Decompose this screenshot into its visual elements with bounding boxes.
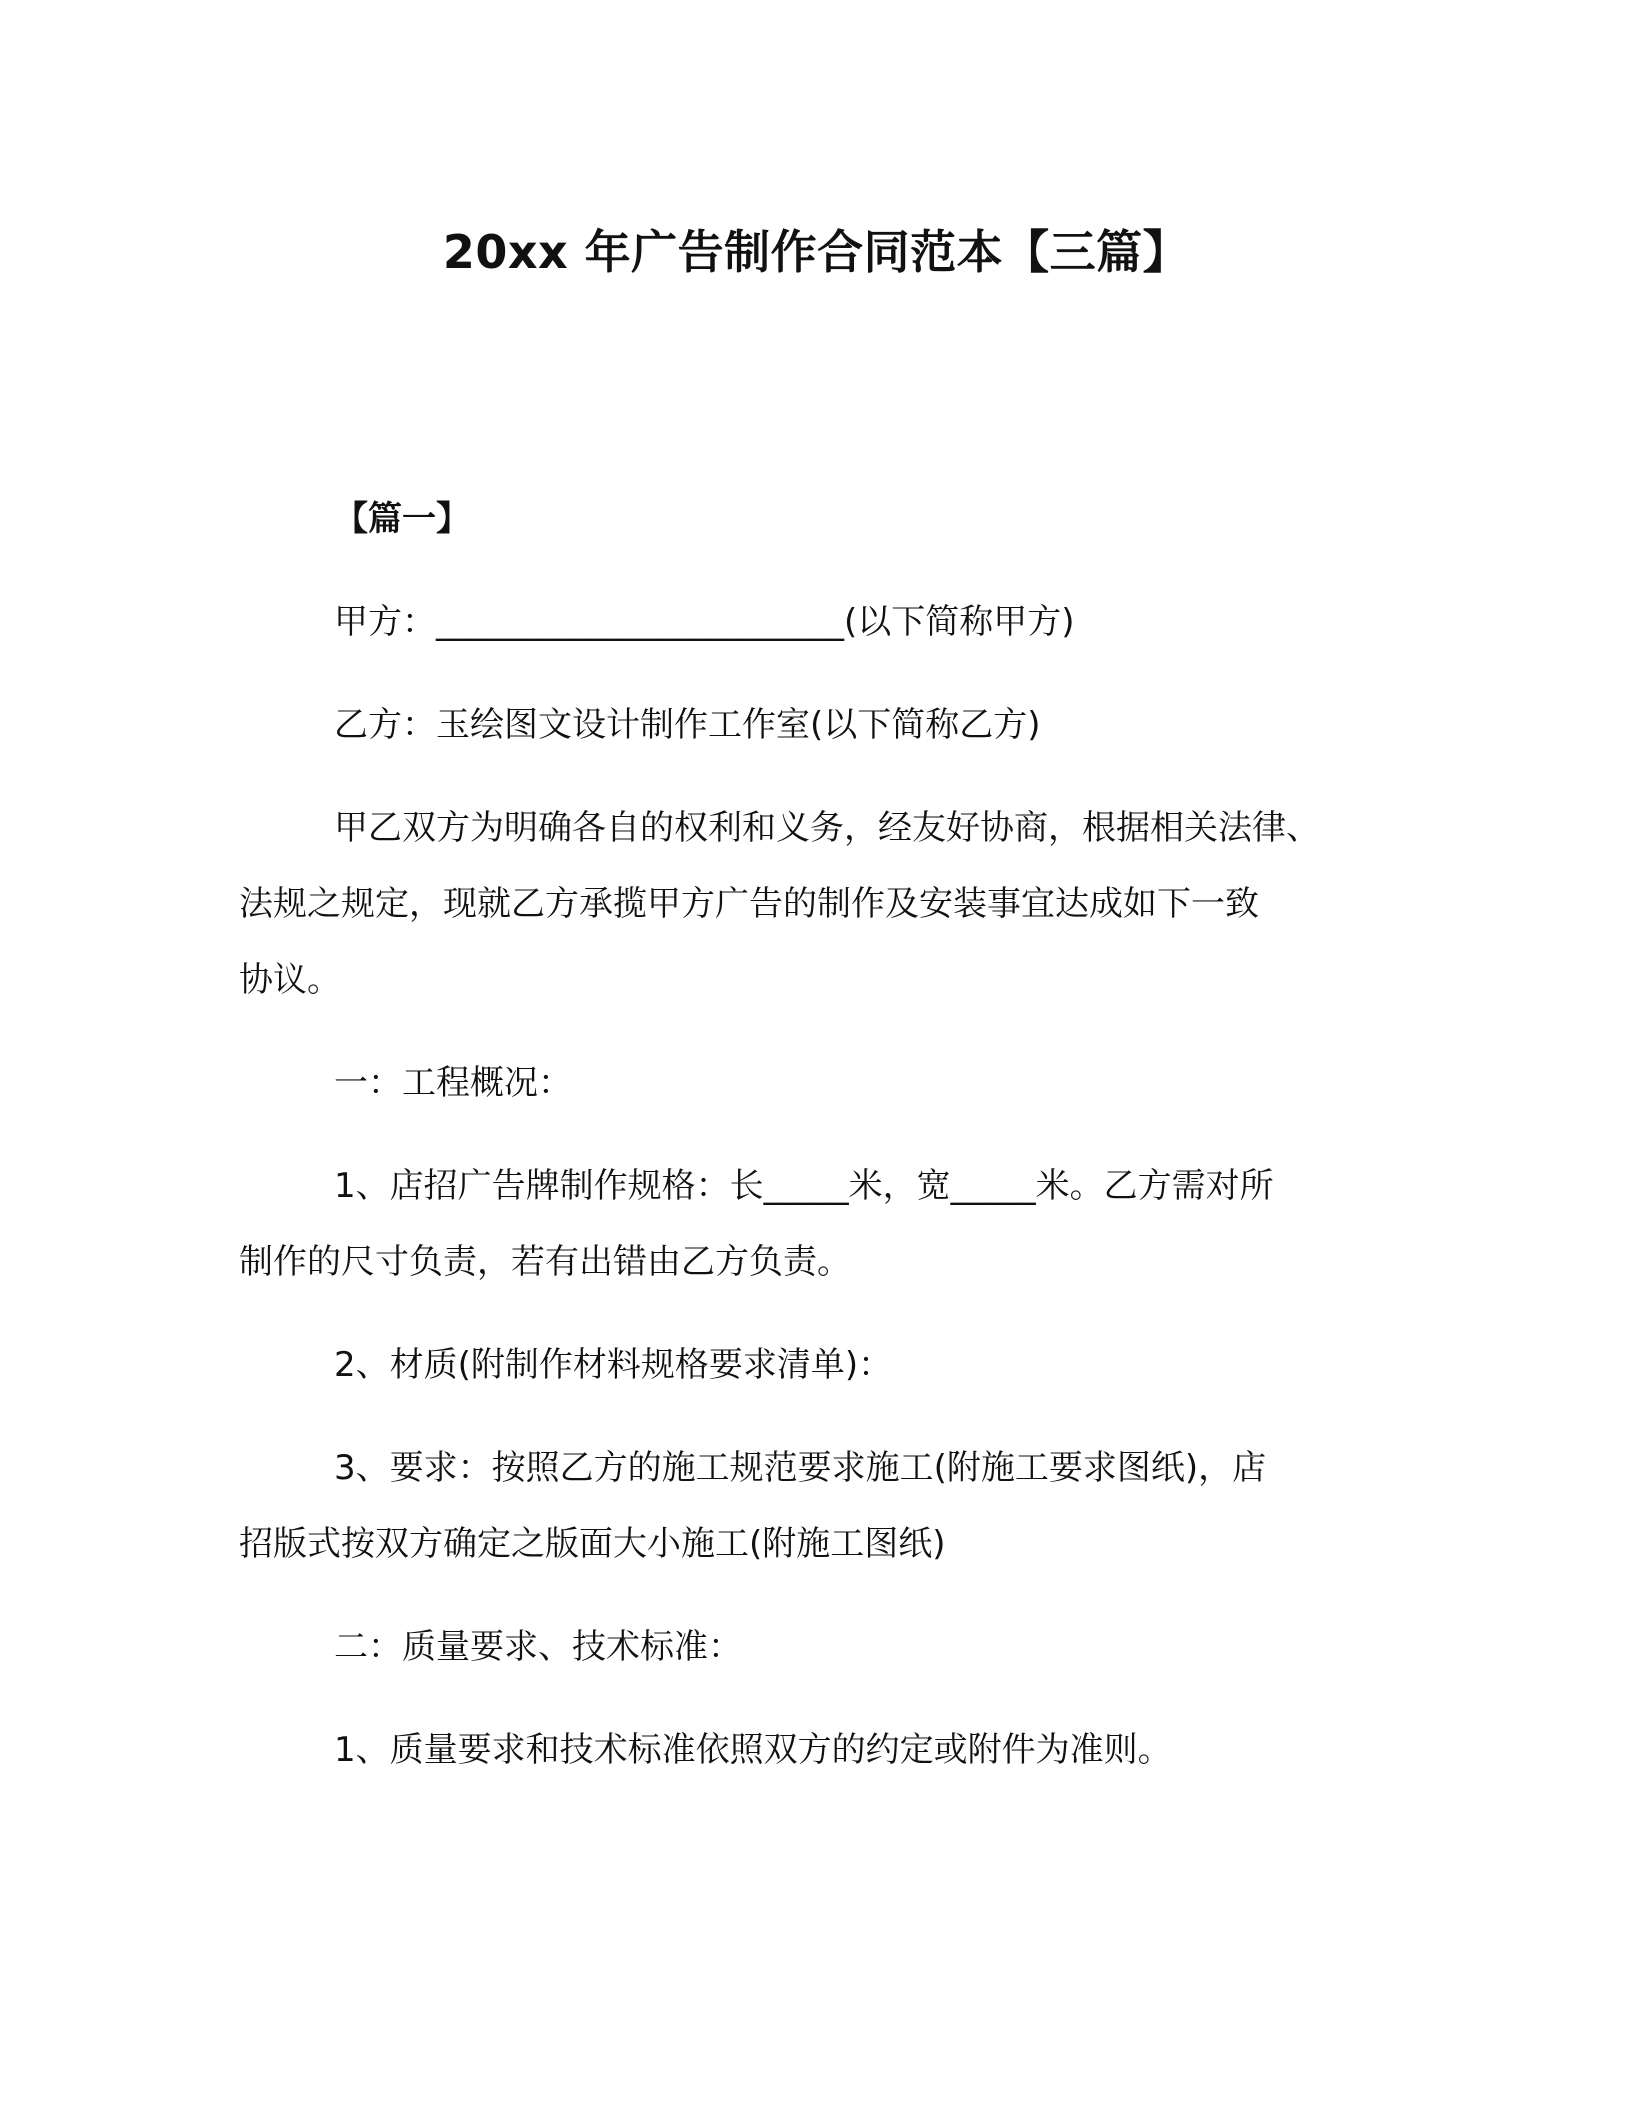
preamble-line-2: 法规之规定，现就乙方承揽甲方广告的制作及安装事宜达成如下一致 (239, 884, 1259, 924)
clause-1-3-line-2: 招版式按双方确定之版面大小施工(附施工图纸) (239, 1524, 946, 1564)
section-heading-part-one: 【篇一】 (334, 499, 470, 539)
clause-2-1: 1、质量要求和技术标准依照双方的约定或附件为准则。 (334, 1730, 1172, 1770)
clause-1-3-line-1: 3、要求：按照乙方的施工规范要求施工(附施工要求图纸)，店 (334, 1448, 1267, 1488)
clause-heading-1: 一：工程概况： (334, 1063, 572, 1103)
clause-heading-2: 二：质量要求、技术标准： (334, 1627, 742, 1667)
party-a-line: 甲方：________________________(以下简称甲方) (334, 602, 1075, 642)
preamble-line-3: 协议。 (239, 960, 341, 1000)
clause-1-1-line-2: 制作的尺寸负责，若有出错由乙方负责。 (239, 1242, 851, 1282)
clause-1-1-line-1: 1、店招广告牌制作规格：长_____米，宽_____米。乙方需对所 (334, 1166, 1274, 1206)
preamble-line-1: 甲乙双方为明确各自的权利和义务，经友好协商，根据相关法律、 (334, 808, 1320, 848)
document-title: 20xx 年广告制作合同范本【三篇】 (442, 225, 1190, 279)
clause-1-2: 2、材质(附制作材料规格要求清单)： (334, 1345, 893, 1385)
party-b-line: 乙方：玉绘图文设计制作工作室(以下简称乙方) (334, 705, 1041, 745)
